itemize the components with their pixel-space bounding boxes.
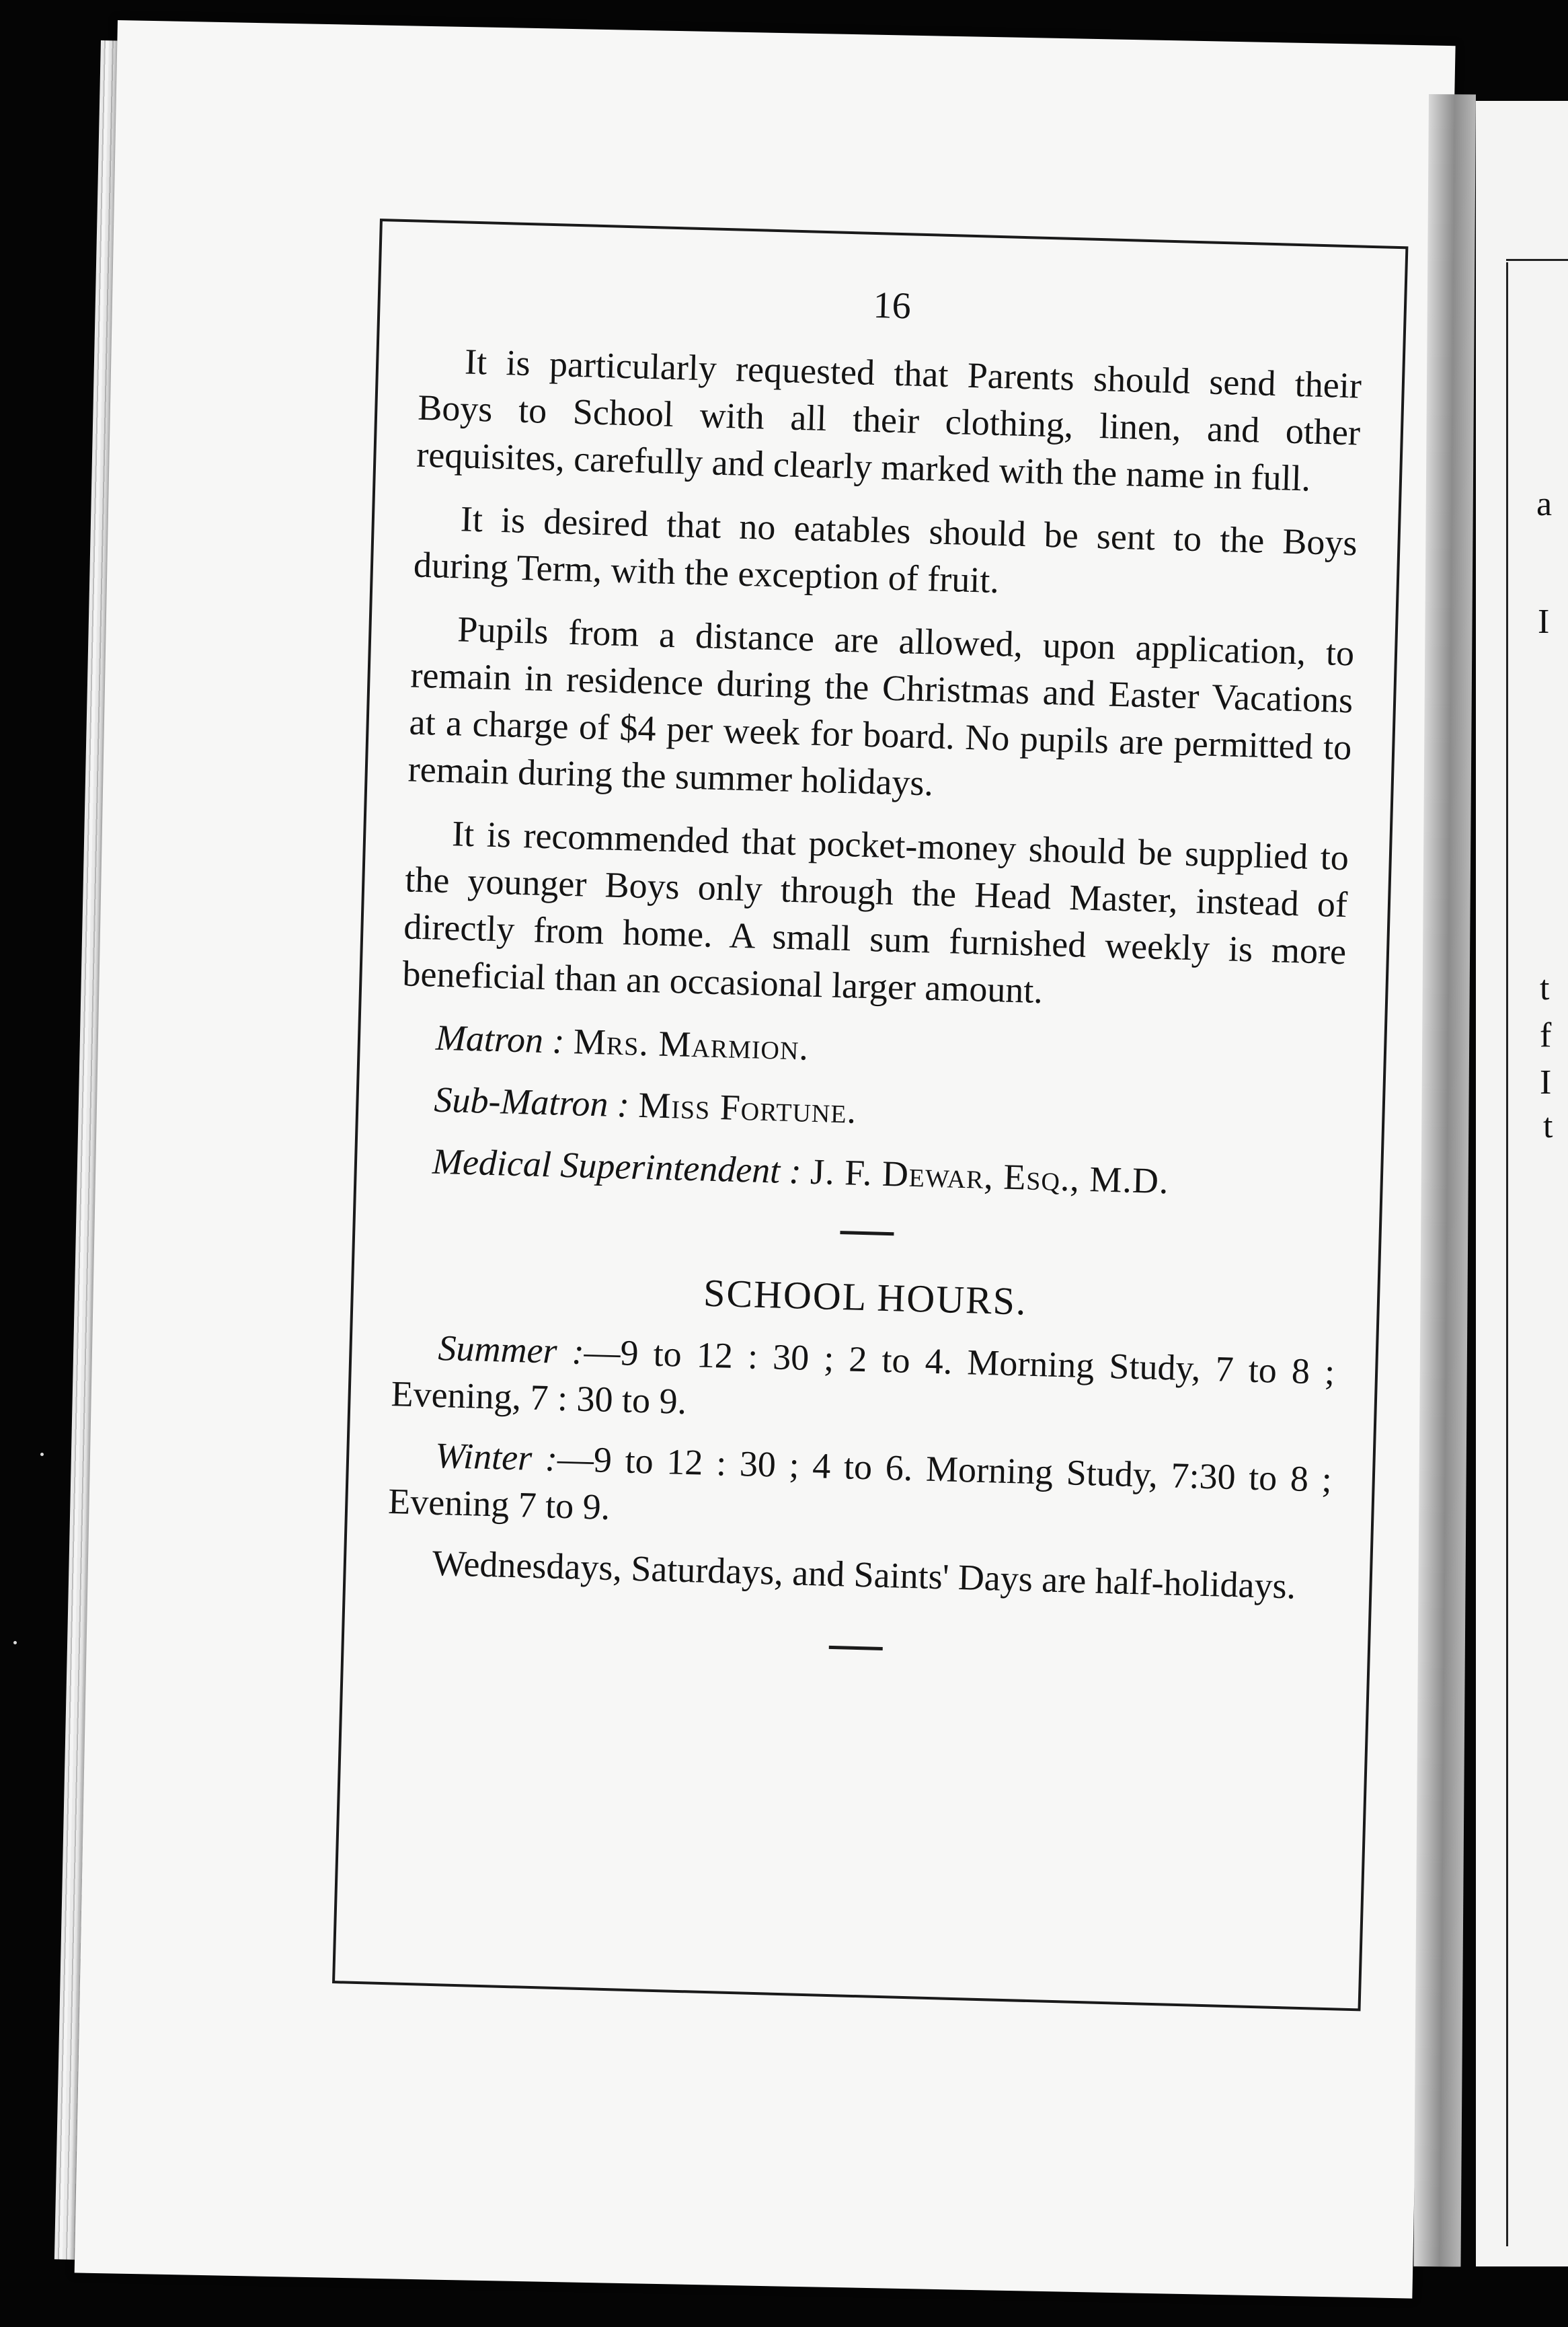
officer-role: Sub-Matron :	[433, 1079, 630, 1125]
officer-name: Miss Fortune.	[637, 1084, 857, 1131]
page-content	[344, 221, 1405, 1663]
officer-role: Medical Superintendent :	[432, 1141, 802, 1192]
half-holidays: Wednesdays, Saturdays, and Saints' Days are half-holidays.	[432, 1542, 1296, 1607]
officer-medical	[397, 1137, 1340, 1209]
text-frame	[332, 219, 1408, 2011]
page-number: 16	[872, 284, 912, 328]
right-page-fragment: a	[1536, 485, 1553, 523]
summer-hours	[391, 1323, 1335, 1443]
dust-speck	[13, 1641, 17, 1644]
officer-role: Matron :	[435, 1017, 565, 1061]
right-page-fragment: t	[1543, 1107, 1553, 1145]
right-page-fragment: f	[1540, 1016, 1552, 1055]
winter-hours	[387, 1430, 1332, 1550]
paragraph-eatables: It is desired that no eatables should be sent to the Boys during Term, with the exception of fruit.	[413, 498, 1358, 601]
right-page-fragment: I	[1540, 1063, 1552, 1102]
officer-name: J. F. Dewar, Esq., M.D.	[810, 1151, 1170, 1202]
dust-speck	[40, 1453, 44, 1456]
season-label: Summer :	[437, 1327, 585, 1372]
school-hours-heading: SCHOOL HOURS.	[703, 1270, 1028, 1324]
right-page-fragment: I	[1538, 603, 1550, 641]
paragraph-clothing: It is particularly requested that Parents should send their Boys to School with all their clothing, linen, and other requisites, carefully and clearly marked with the name in full.	[416, 341, 1362, 499]
end-divider	[829, 1646, 883, 1650]
right-page-border-top	[1506, 259, 1568, 261]
officer-sub-matron	[399, 1075, 1342, 1147]
right-page-border	[1506, 262, 1508, 2246]
paragraph-pocket-money: It is recommended that pocket-money should be supplied to the younger Boys only through the Head Master, instead of directly from home. A small sum furnished weekly is more beneficial than an occasional larger amount.	[401, 813, 1349, 1012]
season-times: —9 to 12 : 30 ; 2 to 4. Morning Study, 7 to 8 ; Evening, 7 : 30 to 9.	[390, 1331, 1335, 1422]
officer-matron	[400, 1013, 1343, 1085]
paragraph-vacations: Pupils from a distance are allowed, upon application, to remain in residence during the Christmas and Easter Vacations at a charge of $4 per week for board. No pupils are permitted to remain during the summer holidays.	[407, 609, 1355, 804]
right-page	[1476, 101, 1568, 2266]
section-divider	[840, 1231, 894, 1235]
season-label: Winter :	[434, 1435, 558, 1479]
season-times: —9 to 12 : 30 ; 4 to 6. Morning Study, 7:30 to 8 ; Evening 7 to 9.	[387, 1438, 1333, 1527]
officer-name: Mrs. Marmion.	[573, 1021, 810, 1068]
right-page-fragment: t	[1540, 969, 1550, 1007]
